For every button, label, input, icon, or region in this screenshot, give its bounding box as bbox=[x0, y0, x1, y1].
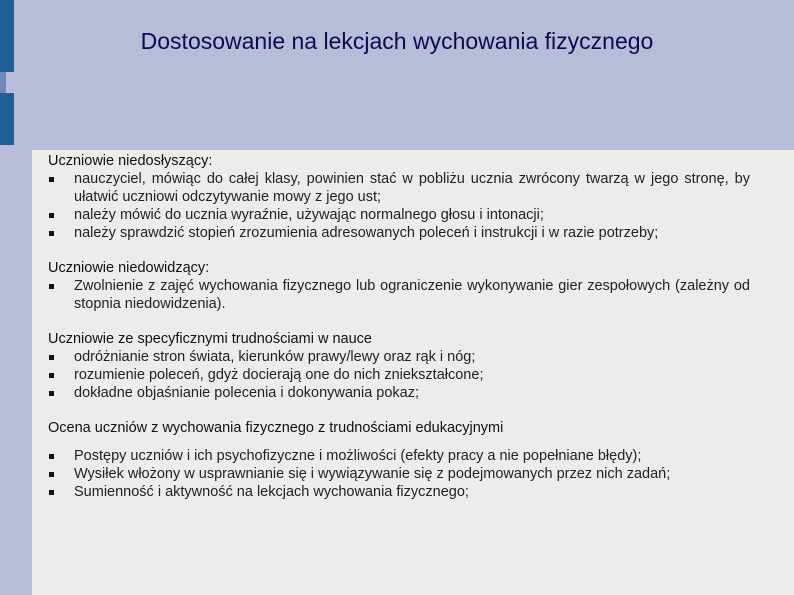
list-item: nauczyciel, mówiąc do całej klasy, powinien stać w pobliżu ucznia zwrócony twarzą w jego stronę, by ułatwić uczniowi odczytywanie mowy z jego ust; bbox=[48, 170, 750, 206]
list-item: Sumienność i aktywność na lekcjach wychowania fizycznego; bbox=[48, 483, 750, 501]
section-hearing-impaired bbox=[48, 152, 750, 242]
section-heading: Uczniowie niedosłyszący: bbox=[48, 153, 213, 169]
section-visually-impaired bbox=[48, 259, 750, 313]
list-item: rozumienie poleceń, gdyż docierają one do nich zniekształcone; bbox=[48, 366, 750, 384]
list-item: Wysiłek włożony w usprawnianie się i wywiązywanie się z podejmowanych przez nich zadań; bbox=[48, 465, 750, 483]
list-item: należy sprawdzić stopień zrozumienia adresowanych poleceń i instrukcji i w razie potrzeby; bbox=[48, 224, 750, 242]
list-item: Zwolnienie z zajęć wychowania fizycznego lub ograniczenie wykonywanie gier zespołowych (zależny od stopnia niedowidzenia). bbox=[48, 277, 750, 313]
section-assessment bbox=[48, 419, 750, 501]
list-item: Postępy uczniów i ich psychofizyczne i możliwości (efekty pracy a nie popełniane błędy); bbox=[48, 447, 750, 465]
section-heading: Uczniowie niedowidzący: bbox=[48, 260, 210, 276]
bullet-list bbox=[48, 447, 750, 501]
accent-bar-thin bbox=[0, 72, 6, 93]
accent-bar-middle bbox=[0, 93, 14, 145]
slide-title: Dostosowanie na lekcjach wychowania fizycznego bbox=[140, 28, 654, 54]
bullet-list bbox=[48, 277, 750, 313]
slide-content bbox=[48, 152, 750, 518]
bullet-list bbox=[48, 170, 750, 242]
section-learning-difficulties bbox=[48, 330, 750, 402]
list-item: odróżnianie stron świata, kierunków prawy/lewy oraz rąk i nóg; bbox=[48, 348, 750, 366]
list-item: należy mówić do ucznia wyraźnie, używając normalnego głosu i intonacji; bbox=[48, 206, 750, 224]
section-heading: Uczniowie ze specyficznymi trudnościami w nauce bbox=[48, 331, 372, 347]
list-item: dokładne objaśnianie polecenia i dokonywania pokaz; bbox=[48, 384, 750, 402]
bullet-list bbox=[48, 348, 750, 402]
section-heading: Ocena uczniów z wychowania fizycznego z trudnościami edukacyjnymi bbox=[48, 420, 504, 436]
